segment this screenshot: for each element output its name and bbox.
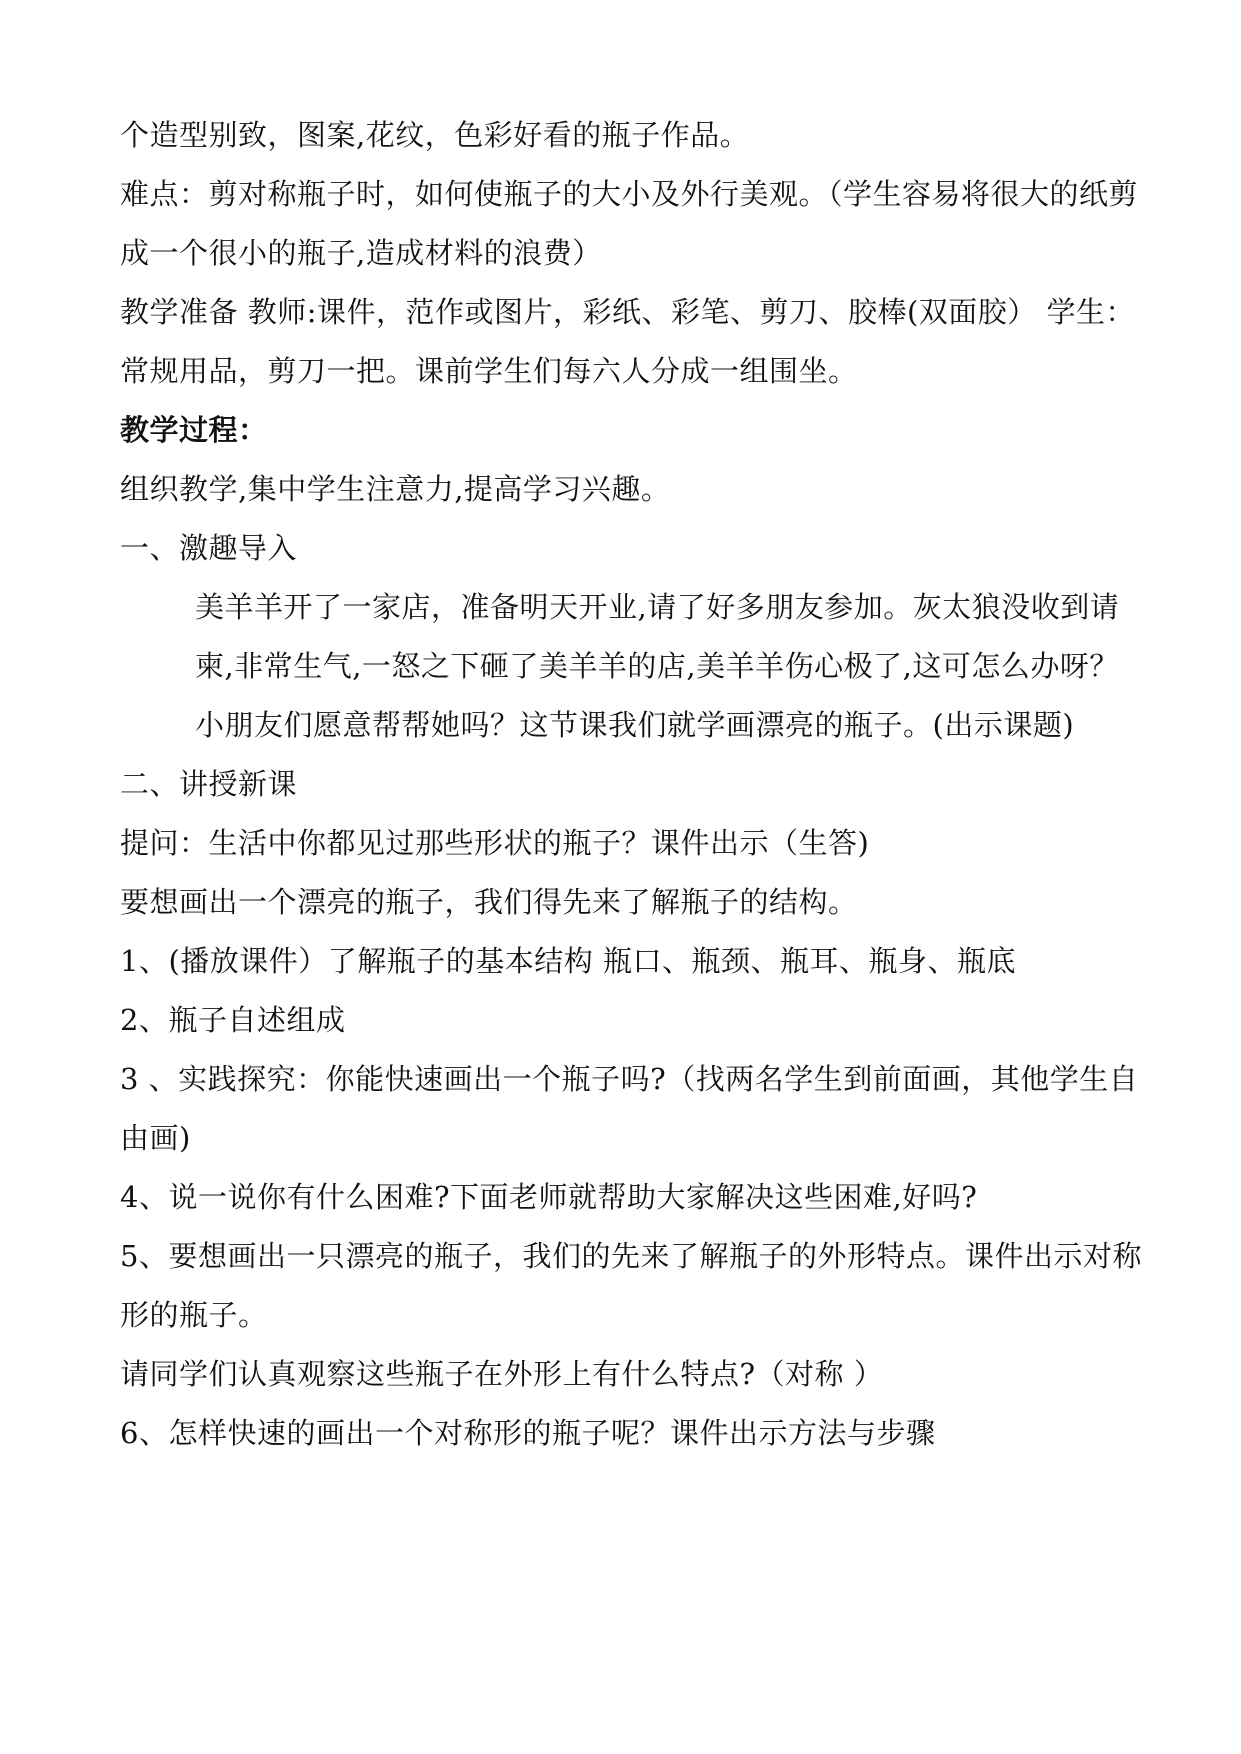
list-item-3-cont: 由画) bbox=[120, 1121, 191, 1155]
section-heading-new-lesson: 二、讲授新课 bbox=[120, 767, 298, 801]
section-heading-intro: 一、激趣导入 bbox=[120, 531, 298, 565]
text-line-13: 提问：生活中你都见过那些形状的瓶子？课件出示（生答) bbox=[120, 826, 870, 860]
section-heading-teaching-process: 教学过程： bbox=[120, 413, 268, 447]
list-item-2: 2、瓶子自述组成 bbox=[120, 1003, 346, 1037]
list-item-6: 6、怎样快速的画出一个对称形的瓶子呢？课件出示方法与步骤 bbox=[120, 1416, 936, 1450]
story-line-1: 美羊羊开了一家店，准备明天开业,请了好多朋友参加。灰太狼没收到请 bbox=[195, 590, 1120, 624]
text-line-22: 请同学们认真观察这些瓶子在外形上有什么特点?（对称 ） bbox=[120, 1357, 884, 1391]
text-line-2: 难点：剪对称瓶子时，如何使瓶子的大小及外行美观。（学生容易将很大的纸剪 bbox=[120, 177, 1139, 211]
text-line-7: 组织教学,集中学生注意力,提高学习兴趣。 bbox=[120, 472, 671, 506]
text-line-5: 常规用品，剪刀一把。课前学生们每六人分成一组围坐。 bbox=[120, 354, 858, 388]
list-item-3: 3 、实践探究：你能快速画出一个瓶子吗?（找两名学生到前面画，其他学生自 bbox=[120, 1062, 1139, 1096]
story-line-2: 柬,非常生气,一怒之下砸了美羊羊的店,美羊羊伤心极了,这可怎么办呀？ bbox=[195, 649, 1119, 683]
list-item-5-cont: 形的瓶子。 bbox=[120, 1298, 268, 1332]
text-line-3: 成一个很小的瓶子,造成材料的浪费） bbox=[120, 236, 602, 270]
text-line-1: 个造型别致，图案,花纹，色彩好看的瓶子作品。 bbox=[120, 118, 750, 152]
list-item-5: 5、要想画出一只漂亮的瓶子，我们的先来了解瓶子的外形特点。课件出示对称 bbox=[120, 1239, 1142, 1273]
text-line-14: 要想画出一个漂亮的瓶子，我们得先来了解瓶子的结构。 bbox=[120, 885, 858, 919]
text-line-4: 教学准备 教师:课件，范作或图片，彩纸、彩笔、剪刀、胶棒(双面胶） 学生： bbox=[120, 295, 1136, 329]
story-line-3: 小朋友们愿意帮帮她吗？这节课我们就学画漂亮的瓶子。(出示课题) bbox=[195, 708, 1075, 742]
list-item-4: 4、说一说你有什么困难?下面老师就帮助大家解决这些困难,好吗? bbox=[120, 1180, 978, 1214]
list-item-1: 1、(播放课件）了解瓶子的基本结构 瓶口、瓶颈、瓶耳、瓶身、瓶底 bbox=[120, 944, 1016, 978]
